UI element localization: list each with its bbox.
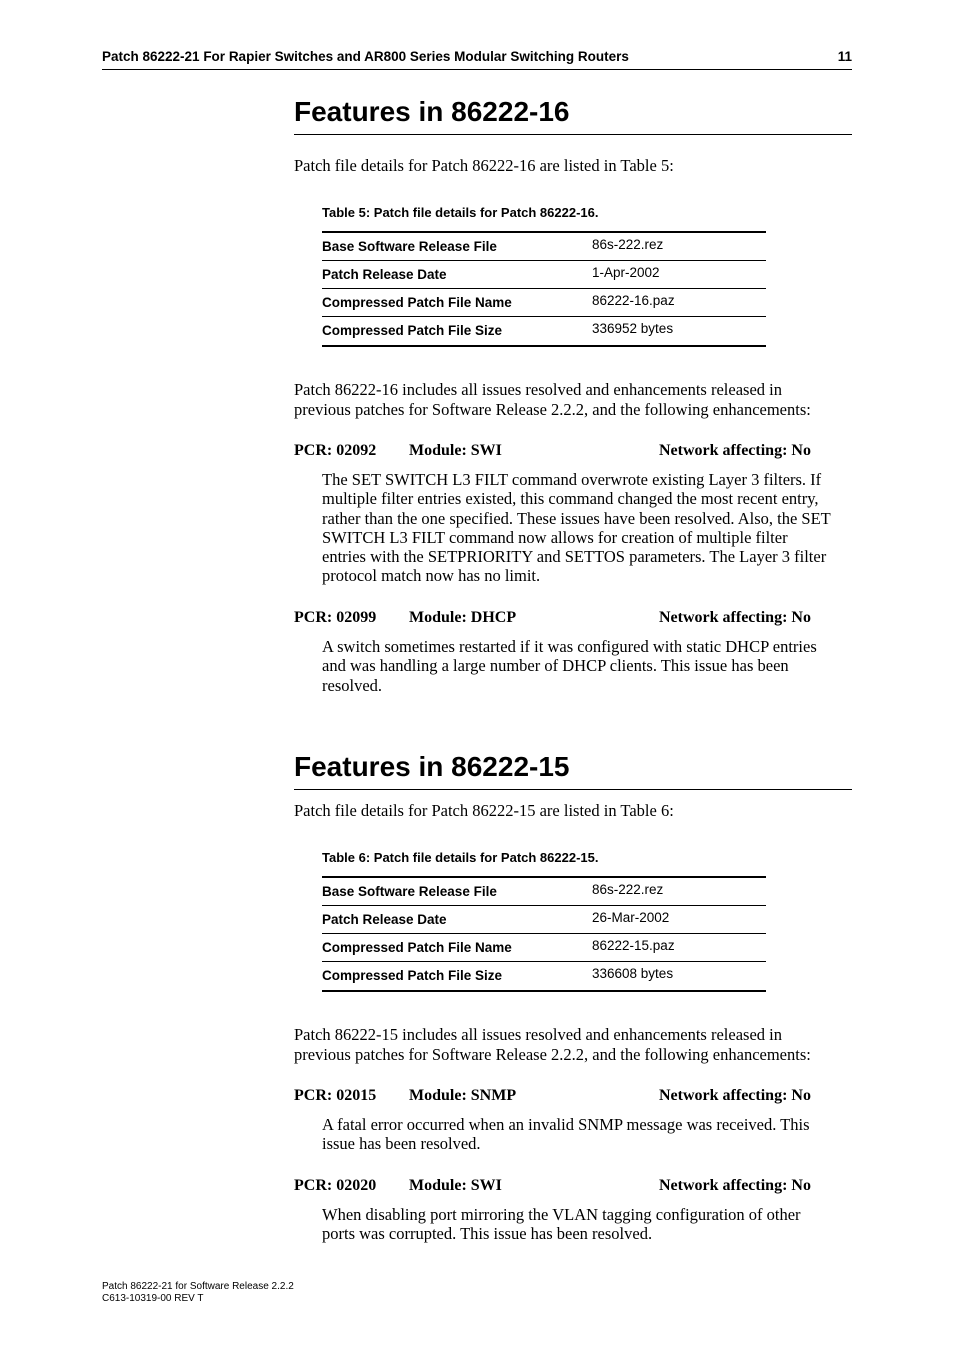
- row-value: 86s-222.rez: [592, 882, 664, 897]
- summary-paragraph: [294, 380, 811, 419]
- summary-line: Patch 86222-15 includes all issues resolved and enhancements released in: [294, 1025, 782, 1044]
- summary-line: previous patches for Software Release 2.2.2, and the following enhancements:: [294, 399, 811, 419]
- text-line: and was handling a large number of DHCP clients. This issue has been: [322, 656, 789, 676]
- text-line: ports was corrupted. This issue has been resolved.: [322, 1224, 653, 1244]
- table-row: [322, 289, 766, 317]
- summary-line: Patch 86222-16 includes all issues resolved and enhancements released in: [294, 380, 782, 399]
- pcr-network: Network affecting: No: [659, 1087, 811, 1104]
- footer-line: C613-10319-00 REV T: [102, 1292, 204, 1304]
- text-line: A fatal error occurred when an invalid SNMP message was received. This: [322, 1115, 810, 1134]
- table-row: [322, 934, 766, 962]
- pcr-number: PCR: 02015: [294, 1087, 377, 1104]
- pcr-header: [294, 1087, 852, 1107]
- text-line: SWITCH L3 FILT command now allows for creation of multiple filter: [322, 527, 788, 547]
- pcr-header: [294, 1177, 852, 1197]
- patch-details-table: [322, 231, 766, 347]
- text-line: protocol match now has no limit.: [322, 566, 541, 586]
- row-label: Compressed Patch File Name: [322, 295, 512, 310]
- section-86222-15: [294, 752, 852, 1252]
- table-row: [322, 261, 766, 289]
- pcr-number: PCR: 02020: [294, 1177, 377, 1194]
- summary-line: previous patches for Software Release 2.2.2, and the following enhancements:: [294, 1044, 811, 1064]
- footer-line: Patch 86222-21 for Software Release 2.2.2: [102, 1281, 294, 1292]
- text-line: A switch sometimes restarted if it was configured with static DHCP entries: [322, 637, 817, 656]
- pcr-module: Module: SWI: [409, 442, 502, 459]
- row-value: 86222-16.paz: [592, 293, 675, 308]
- text-line: When disabling port mirroring the VLAN tagging configuration of other: [322, 1205, 801, 1224]
- row-value: 26-Mar-2002: [592, 910, 670, 925]
- text-line: multiple filter entries existed, this command changed the most recent entry,: [322, 489, 819, 509]
- pcr-number: PCR: 02099: [294, 609, 377, 626]
- text-line: issue has been resolved.: [322, 1134, 481, 1154]
- section-86222-16: [294, 97, 852, 697]
- page-footer: [102, 1281, 294, 1304]
- table-row: [322, 878, 766, 906]
- section-intro: Patch file details for Patch 86222-15 are listed in Table 6:: [294, 801, 674, 820]
- row-label: Compressed Patch File Name: [322, 940, 512, 955]
- pcr-description: [322, 1115, 852, 1154]
- row-label: Patch Release Date: [322, 912, 447, 927]
- row-value: 1-Apr-2002: [592, 265, 660, 280]
- pcr-description: [322, 637, 852, 695]
- page-number: 11: [837, 49, 852, 64]
- text-line: resolved.: [322, 675, 383, 695]
- row-value: 336952 bytes: [592, 321, 674, 336]
- table-caption: Table 5: Patch file details for Patch 86222-16.: [322, 205, 599, 220]
- section-heading: Features in 86222-15: [294, 752, 852, 790]
- section-intro: Patch file details for Patch 86222-16 are listed in Table 5:: [294, 156, 674, 175]
- pcr-header: [294, 609, 852, 629]
- table-row: [322, 962, 766, 990]
- text-line: rather than the one specified. These issues have been resolved. Also, the SET: [322, 508, 831, 528]
- pcr-header: [294, 442, 852, 462]
- running-header: [102, 47, 852, 70]
- table-caption: Table 6: Patch file details for Patch 86222-15.: [322, 850, 599, 865]
- summary-paragraph: [294, 1025, 811, 1064]
- table-row: [322, 233, 766, 261]
- row-label: Base Software Release File: [322, 239, 497, 254]
- table-row: [322, 317, 766, 345]
- row-value: 336608 bytes: [592, 966, 674, 981]
- pcr-module: Module: SWI: [409, 1177, 502, 1194]
- row-label: Patch Release Date: [322, 267, 447, 282]
- pcr-module: Module: SNMP: [409, 1087, 517, 1104]
- patch-details-table: [322, 876, 766, 992]
- pcr-network: Network affecting: No: [659, 609, 811, 626]
- pcr-description: [322, 1205, 852, 1244]
- row-value: 86s-222.rez: [592, 237, 664, 252]
- row-label: Compressed Patch File Size: [322, 968, 503, 983]
- row-label: Compressed Patch File Size: [322, 323, 503, 338]
- pcr-module: Module: DHCP: [409, 609, 517, 626]
- header-title: Patch 86222-21 For Rapier Switches and AR800 Series Modular Switching Routers: [102, 49, 629, 64]
- row-label: Base Software Release File: [322, 884, 497, 899]
- table-row: [322, 906, 766, 934]
- text-line: The SET SWITCH L3 FILT command overwrote existing Layer 3 filters. If: [322, 470, 822, 489]
- row-value: 86222-15.paz: [592, 938, 675, 953]
- pcr-network: Network affecting: No: [659, 442, 811, 459]
- section-heading: Features in 86222-16: [294, 97, 852, 135]
- text-line: entries with the SETPRIORITY and SETTOS parameters. The Layer 3 filter: [322, 547, 827, 567]
- pcr-description: [322, 470, 852, 586]
- pcr-number: PCR: 02092: [294, 442, 377, 459]
- pcr-network: Network affecting: No: [659, 1177, 811, 1194]
